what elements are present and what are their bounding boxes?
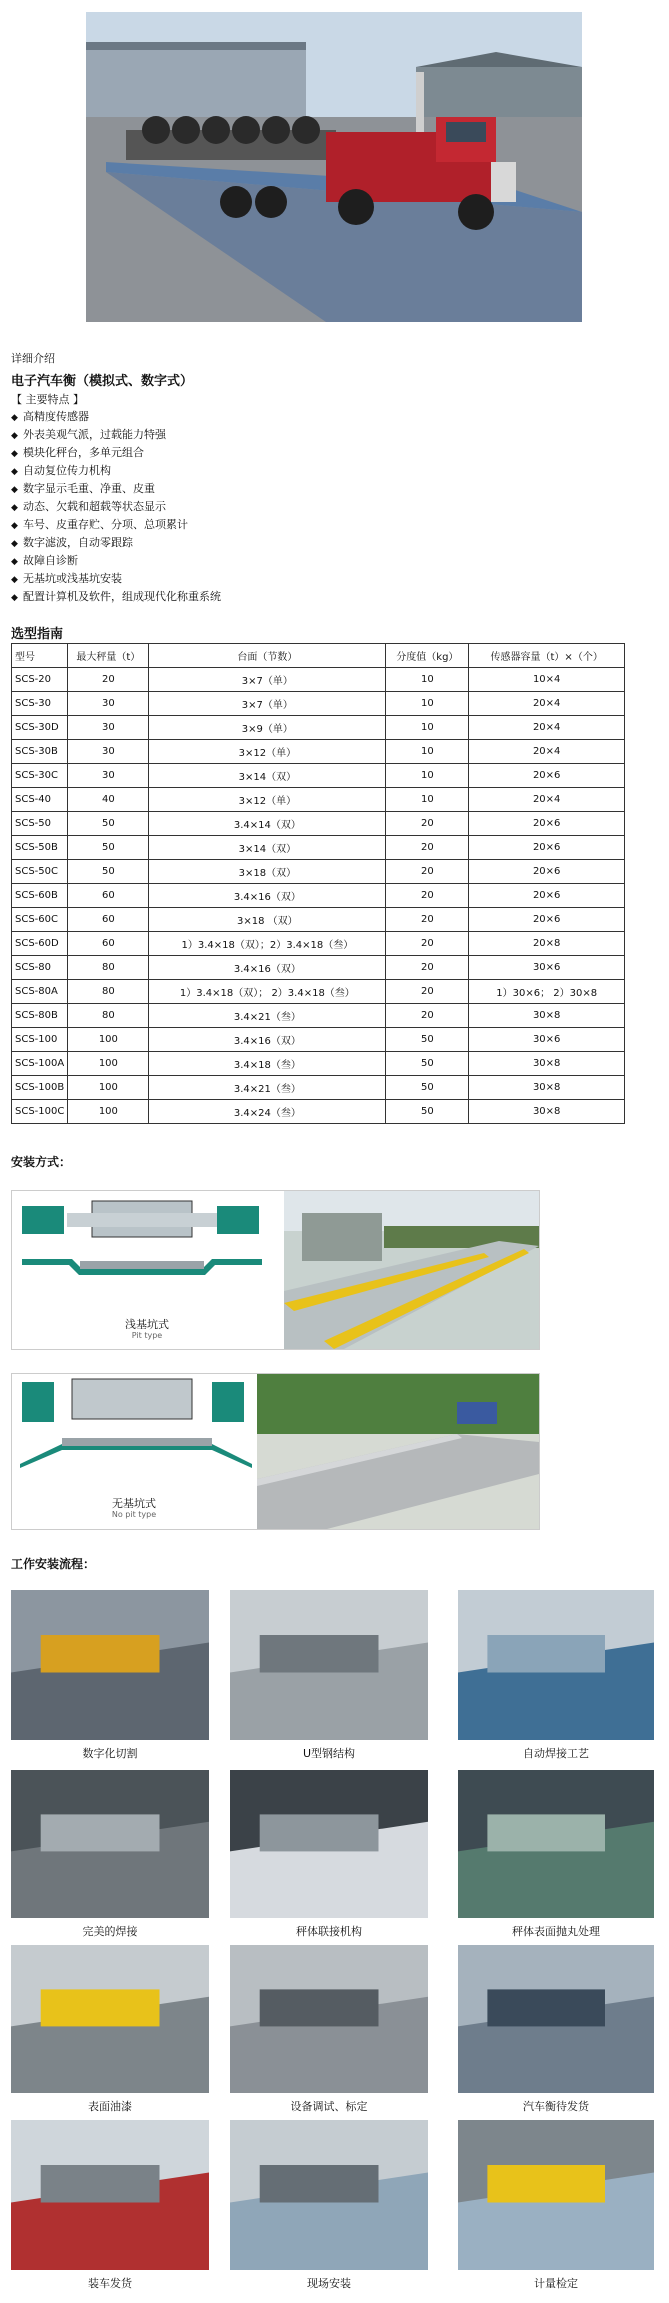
table-cell: 50 xyxy=(386,1076,469,1100)
pit-type-label: 浅基坑式 xyxy=(125,1318,169,1331)
table-cell: 1）3.4×18（双）； 2）3.4×18（叁） xyxy=(149,980,386,1004)
table-cell: SCS-50C xyxy=(12,860,68,884)
process-caption: 表面油漆 xyxy=(88,2100,132,2113)
hero-truck-photo xyxy=(86,12,582,322)
process-caption: 设备调试、标定 xyxy=(290,2100,368,2113)
table-cell: SCS-100 xyxy=(12,1028,68,1052)
table-row xyxy=(12,884,625,908)
table-cell: 20 xyxy=(386,812,469,836)
table-cell: 20 xyxy=(386,980,469,1004)
table-cell: SCS-30 xyxy=(12,692,68,716)
table-cell: SCS-20 xyxy=(12,668,68,692)
table-row xyxy=(12,716,625,740)
selection-heading: 选型指南 xyxy=(11,627,64,642)
table-cell: 10 xyxy=(386,668,469,692)
table-header-row xyxy=(12,644,625,668)
process-caption: 数字化切割 xyxy=(82,1747,138,1760)
list-item: ◆ 无基坑或浅基坑安装 xyxy=(11,570,122,589)
table-row xyxy=(12,860,625,884)
table-cell: 20 xyxy=(386,956,469,980)
features-heading: 【 主要特点 】 xyxy=(11,393,84,406)
table-cell: SCS-30C xyxy=(12,764,68,788)
table-row xyxy=(12,692,625,716)
table-cell: 3.4×21（叁） xyxy=(149,1004,386,1028)
list-item: ◆ 动态、欠载和超载等状态显示 xyxy=(11,498,166,517)
process-caption: U型钢结构 xyxy=(302,1747,356,1760)
table-cell: 3×7（单） xyxy=(149,692,386,716)
table-cell: SCS-100A xyxy=(12,1052,68,1076)
table-row xyxy=(12,932,625,956)
col-header: 最大秤量（t） xyxy=(68,644,149,668)
spec-table xyxy=(11,643,625,1124)
table-cell: 50 xyxy=(386,1052,469,1076)
table-row xyxy=(12,956,625,980)
table-cell: 20 xyxy=(386,884,469,908)
list-item: ◆ 故障自诊断 xyxy=(11,552,78,571)
process-caption: 完美的焊接 xyxy=(82,1925,138,1938)
table-cell: SCS-100C xyxy=(12,1100,68,1124)
table-cell: 10×4 xyxy=(469,668,625,692)
diamond-bullet-icon: ◆ xyxy=(11,413,18,423)
table-cell: 3.4×16（双） xyxy=(149,1028,386,1052)
table-cell: 50 xyxy=(386,1100,469,1124)
table-cell: 3×12（单） xyxy=(149,740,386,764)
list-item: ◆ 数字滤波，自动零跟踪 xyxy=(11,534,133,553)
pit-type-en-label: Pit type xyxy=(131,1331,163,1340)
process-photo xyxy=(230,1945,428,2093)
table-cell: 50 xyxy=(68,860,149,884)
detail-label: 详细介绍 xyxy=(11,352,55,365)
table-cell: SCS-60D xyxy=(12,932,68,956)
no-pit-type-en-label: No pit type xyxy=(111,1510,157,1519)
process-photo xyxy=(230,2120,428,2270)
process-photo xyxy=(230,1590,428,1740)
table-cell: 20×8 xyxy=(469,932,625,956)
table-cell: 10 xyxy=(386,740,469,764)
list-item: ◆ 车号、皮重存贮、分项、总项累计 xyxy=(11,516,188,535)
table-cell: 20×4 xyxy=(469,716,625,740)
col-header: 传感器容量（t）×（个） xyxy=(469,644,625,668)
table-cell: 80 xyxy=(68,1004,149,1028)
table-cell: 20×4 xyxy=(469,692,625,716)
col-header: 型号 xyxy=(12,644,68,668)
table-cell: 30×8 xyxy=(469,1076,625,1100)
table-cell: 1）30×6； 2）30×8 xyxy=(469,980,625,1004)
table-cell: 30×8 xyxy=(469,1052,625,1076)
product-title: 电子汽车衡（模拟式、数字式） xyxy=(11,374,194,389)
no-pit-type-photo xyxy=(257,1374,539,1529)
process-caption: 计量检定 xyxy=(534,2277,578,2290)
table-cell: SCS-50B xyxy=(12,836,68,860)
process-photo xyxy=(458,2120,654,2270)
table-cell: 3×14（双） xyxy=(149,836,386,860)
table-cell: 3.4×21（叁） xyxy=(149,1076,386,1100)
table-cell: 30×8 xyxy=(469,1100,625,1124)
diamond-bullet-icon: ◆ xyxy=(11,521,18,531)
table-cell: 50 xyxy=(68,812,149,836)
pit-type-panel xyxy=(11,1190,540,1350)
install-heading: 安装方式： xyxy=(11,1155,72,1169)
table-cell: SCS-50 xyxy=(12,812,68,836)
table-cell: 80 xyxy=(68,956,149,980)
table-row xyxy=(12,1028,625,1052)
table-cell: 20×6 xyxy=(469,764,625,788)
table-cell: 10 xyxy=(386,788,469,812)
list-item: ◆ 自动复位传力机构 xyxy=(11,462,111,481)
table-row xyxy=(12,764,625,788)
table-cell: 3×12（单） xyxy=(149,788,386,812)
table-cell: SCS-60B xyxy=(12,884,68,908)
table-cell: SCS-80A xyxy=(12,980,68,1004)
table-row xyxy=(12,1076,625,1100)
table-cell: 10 xyxy=(386,764,469,788)
table-cell: 20 xyxy=(386,932,469,956)
table-cell: SCS-100B xyxy=(12,1076,68,1100)
table-cell: 3×9（单） xyxy=(149,716,386,740)
diamond-bullet-icon: ◆ xyxy=(11,557,18,567)
table-cell: 20 xyxy=(386,1004,469,1028)
table-cell: 10 xyxy=(386,716,469,740)
table-cell: 60 xyxy=(68,884,149,908)
table-cell: 20×4 xyxy=(469,788,625,812)
no-pit-type-label: 无基坑式 xyxy=(112,1497,156,1510)
list-item: ◆ 数字显示毛重、净重、皮重 xyxy=(11,480,155,499)
table-cell: 3.4×24（叁） xyxy=(149,1100,386,1124)
table-cell: 100 xyxy=(68,1076,149,1100)
table-cell: 3×18（双） xyxy=(149,860,386,884)
process-heading: 工作安装流程： xyxy=(11,1557,96,1571)
diamond-bullet-icon: ◆ xyxy=(11,431,18,441)
diamond-bullet-icon: ◆ xyxy=(11,485,18,495)
process-caption: 汽车衡待发货 xyxy=(523,2100,589,2113)
table-row xyxy=(12,908,625,932)
table-cell: 20×6 xyxy=(469,812,625,836)
list-item: ◆ 模块化秤台，多单元组合 xyxy=(11,444,144,463)
diamond-bullet-icon: ◆ xyxy=(11,503,18,513)
table-cell: SCS-30D xyxy=(12,716,68,740)
table-cell: 3×7（单） xyxy=(149,668,386,692)
table-cell: 20×6 xyxy=(469,860,625,884)
table-cell: 20×6 xyxy=(469,836,625,860)
process-caption: 现场安装 xyxy=(307,2277,351,2290)
process-photo xyxy=(11,1590,209,1740)
process-photo xyxy=(230,1770,428,1918)
table-cell: 30 xyxy=(68,764,149,788)
table-cell: 30×8 xyxy=(469,1004,625,1028)
process-photo xyxy=(458,1590,654,1740)
no-pit-type-panel xyxy=(11,1373,540,1530)
table-cell: 20 xyxy=(68,668,149,692)
table-cell: 30×6 xyxy=(469,1028,625,1052)
table-row xyxy=(12,668,625,692)
table-cell: 20×6 xyxy=(469,908,625,932)
table-row xyxy=(12,980,625,1004)
table-cell: 20×6 xyxy=(469,884,625,908)
table-row xyxy=(12,1004,625,1028)
process-photo xyxy=(11,1945,209,2093)
table-cell: 50 xyxy=(68,836,149,860)
table-cell: 3.4×18（叁） xyxy=(149,1052,386,1076)
table-cell: 30 xyxy=(68,716,149,740)
table-row xyxy=(12,740,625,764)
table-cell: 80 xyxy=(68,980,149,1004)
table-cell: 30 xyxy=(68,692,149,716)
table-cell: SCS-30B xyxy=(12,740,68,764)
process-photo xyxy=(458,1770,654,1918)
table-cell: 60 xyxy=(68,932,149,956)
table-cell: 30×6 xyxy=(469,956,625,980)
table-cell: 3.4×16（双） xyxy=(149,956,386,980)
table-cell: 3.4×14（双） xyxy=(149,812,386,836)
table-cell: 100 xyxy=(68,1100,149,1124)
process-photo xyxy=(11,1770,209,1918)
table-cell: 100 xyxy=(68,1028,149,1052)
table-cell: 10 xyxy=(386,692,469,716)
table-cell: 3×18 （双） xyxy=(149,908,386,932)
table-cell: 20 xyxy=(386,836,469,860)
diamond-bullet-icon: ◆ xyxy=(11,467,18,477)
table-cell: 60 xyxy=(68,908,149,932)
diamond-bullet-icon: ◆ xyxy=(11,539,18,549)
table-row xyxy=(12,1100,625,1124)
diamond-bullet-icon: ◆ xyxy=(11,593,18,603)
process-caption: 自动焊接工艺 xyxy=(523,1747,589,1760)
table-cell: 20 xyxy=(386,908,469,932)
table-row xyxy=(12,812,625,836)
process-caption: 秤体表面抛丸处理 xyxy=(512,1925,600,1938)
table-cell: 30 xyxy=(68,740,149,764)
col-header: 分度值（kg） xyxy=(386,644,469,668)
table-cell: 40 xyxy=(68,788,149,812)
process-photo xyxy=(458,1945,654,2093)
process-caption: 装车发货 xyxy=(88,2277,132,2290)
process-caption: 秤体联接机构 xyxy=(296,1925,362,1938)
table-cell: 20×4 xyxy=(469,740,625,764)
table-row xyxy=(12,788,625,812)
col-header: 台面（节数） xyxy=(149,644,386,668)
table-row xyxy=(12,1052,625,1076)
list-item: ◆ 外表美观气派，过载能力特强 xyxy=(11,426,166,445)
table-cell: 100 xyxy=(68,1052,149,1076)
table-cell: 50 xyxy=(386,1028,469,1052)
table-cell: 20 xyxy=(386,860,469,884)
list-item: ◆ 配置计算机及软件，组成现代化称重系统 xyxy=(11,588,221,607)
spec-table-body xyxy=(12,668,625,1124)
table-cell: SCS-80B xyxy=(12,1004,68,1028)
pit-type-photo xyxy=(284,1191,539,1349)
table-cell: SCS-40 xyxy=(12,788,68,812)
table-row xyxy=(12,836,625,860)
process-photo xyxy=(11,2120,209,2270)
diamond-bullet-icon: ◆ xyxy=(11,449,18,459)
list-item: ◆ 高精度传感器 xyxy=(11,408,89,427)
table-cell: 1）3.4×18（双）；2）3.4×18（叁） xyxy=(149,932,386,956)
table-cell: SCS-60C xyxy=(12,908,68,932)
diamond-bullet-icon: ◆ xyxy=(11,575,18,585)
table-cell: SCS-80 xyxy=(12,956,68,980)
table-cell: 3.4×16（双） xyxy=(149,884,386,908)
table-cell: 3×14（双） xyxy=(149,764,386,788)
